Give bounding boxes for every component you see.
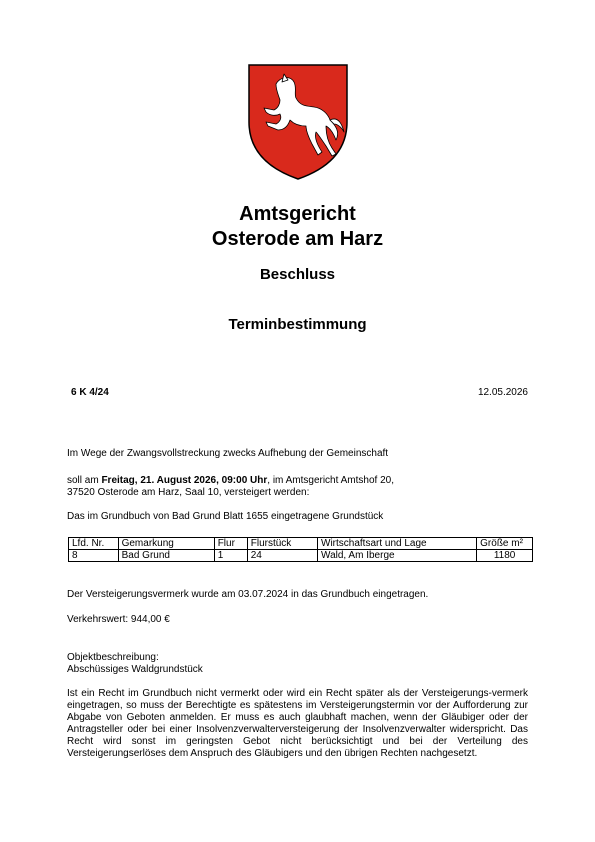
- court-name: Amtsgericht: [239, 203, 356, 225]
- cell-flurstueck: 24: [247, 550, 317, 562]
- property-table: [68, 537, 533, 562]
- rights-notice-paragraph: Ist ein Recht im Grundbuch nicht vermerkt oder wird ein Recht später als der Versteigerungs-vermerk eingetragen, so muss der Berechtigte es spätestens im Versteigerungstermin vor der Aufforderung zur Abgabe von Geboten anmelden. Er muss es auch glaubhaft machen, wenn der Gläubiger oder der Antragsteller oder bei einer Insolvenzverwalterversteigerung der Insolvenzverwalter widerspricht. Das Recht wird sonst im geringsten Gebot nicht berücksichtigt und bei der Verteilung des Versteigerungserlöses dem Anspruch des Gläubigers und den übrigen Rechten nachgesetzt.: [67, 688, 528, 759]
- table-row: [69, 550, 533, 562]
- cell-gemarkung: Bad Grund: [118, 550, 214, 562]
- table-header-row: [69, 538, 533, 550]
- auction-room-line: 37520 Osterode am Harz, Saal 10, versteigert werden:: [67, 487, 310, 498]
- intro-paragraph: Im Wege der Zwangsvollstreckung zwecks Aufhebung der Gemeinschaft: [67, 448, 389, 459]
- col-lfd-nr: Lfd. Nr.: [69, 538, 119, 550]
- col-wirtschaftsart: Wirtschaftsart und Lage: [318, 538, 477, 550]
- col-flurstueck: Flurstück: [247, 538, 317, 550]
- document-subject: Terminbestimmung: [228, 316, 367, 333]
- col-flur: Flur: [214, 538, 247, 550]
- auction-date-line: [67, 475, 528, 487]
- horse-coat-of-arms-icon: [246, 62, 350, 182]
- cell-groesse: 1180: [477, 550, 533, 562]
- document-date: 12.05.2026: [477, 387, 528, 398]
- coat-of-arms: [246, 62, 350, 182]
- case-number: 6 K 4/24: [71, 387, 109, 398]
- col-gemarkung: Gemarkung: [118, 538, 214, 550]
- market-value: Verkehrswert: 944,00 €: [67, 614, 170, 625]
- auction-note-paragraph: Der Versteigerungsvermerk wurde am 03.07.2024 in das Grundbuch eingetragen.: [67, 589, 429, 600]
- auction-date: Freitag, 21. August 2026, 09:00 Uhr: [101, 475, 268, 486]
- auction-date-prefix: soll am: [67, 475, 102, 486]
- cell-flur: 1: [214, 550, 247, 562]
- object-description-text: Abschüssiges Waldgrundstück: [67, 664, 203, 675]
- cell-wirtschaftsart: Wald, Am Iberge: [318, 550, 477, 562]
- auction-location: , im Amtsgericht Amtshof 20,: [267, 475, 394, 486]
- court-place: Osterode am Harz: [211, 228, 384, 250]
- document-type: Beschluss: [259, 266, 336, 283]
- cell-lfd-nr: 8: [69, 550, 119, 562]
- land-register-paragraph: Das im Grundbuch von Bad Grund Blatt 1655 eingetragene Grundstück: [67, 511, 384, 522]
- col-groesse: Größe m²: [477, 538, 533, 550]
- object-description-label: Objektbeschreibung:: [67, 652, 159, 663]
